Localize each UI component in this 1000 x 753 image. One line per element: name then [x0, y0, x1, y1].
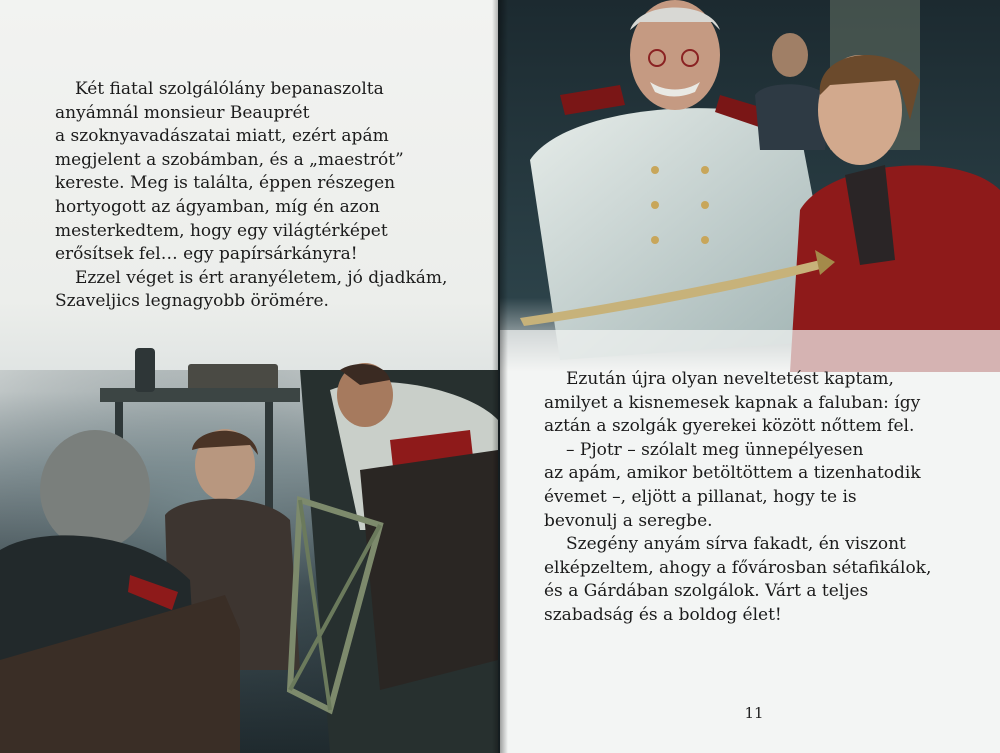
- uniform-button: [651, 236, 659, 244]
- uniform-button: [701, 201, 709, 209]
- text-line: Ezután újra olyan neveltetést kaptam,: [566, 369, 894, 389]
- bedroom-illustration: [0, 330, 498, 753]
- left-page-text: [55, 78, 475, 314]
- text-line: a szoknyavadászatai miatt, ezért apám: [55, 126, 389, 147]
- bottle: [135, 348, 155, 392]
- shelf: [100, 388, 300, 402]
- paragraph: [544, 439, 976, 533]
- uniform-button: [651, 201, 659, 209]
- text-line: bevonulj a seregbe.: [544, 510, 713, 531]
- paragraph: [55, 267, 475, 314]
- uniform-button: [701, 166, 709, 174]
- text-line: az apám, amikor betöltöttem a tizenhatodik: [544, 463, 921, 484]
- father-gives-sword-illustration: [500, 0, 1000, 372]
- text-line: erősítsek fel… egy papírsárkányra!: [55, 244, 358, 265]
- text-line: aztán a szolgák gyerekei között nőttem fel.: [544, 416, 915, 437]
- text-line: amilyet a kisnemesek kapnak a faluban: így: [544, 392, 921, 413]
- text-line: megjelent a szobámban, és a „maestrót”: [55, 149, 404, 170]
- servant-head: [772, 33, 808, 77]
- tutor-coat: [360, 450, 498, 690]
- text-line: Szaveljics legnagyobb örömére.: [55, 291, 329, 312]
- page-number: 11: [744, 704, 764, 722]
- paragraph: [544, 533, 976, 627]
- left-page: [0, 0, 498, 753]
- paragraph: [55, 78, 475, 267]
- text-line: és a Gárdában szolgálok. Várt a teljes: [544, 581, 869, 602]
- text-line: Ezzel véget is ért aranyéletem, jó djadkám,: [75, 267, 448, 288]
- text-line: szabadság és a boldog élet!: [544, 604, 782, 625]
- paragraph: [544, 368, 976, 439]
- text-line: anyámnál monsieur Beauprét: [55, 102, 310, 123]
- uniform-button: [651, 166, 659, 174]
- text-line: évemet –, eljött a pillanat, hogy te is: [544, 486, 857, 507]
- page-fade: [500, 330, 1000, 372]
- text-line: elképzeltem, ahogy a fővárosban sétafikálok,: [544, 557, 932, 578]
- right-page: [500, 0, 1000, 753]
- father-head: [40, 430, 150, 550]
- shelf-leg: [265, 402, 273, 512]
- book-gutter: [492, 0, 508, 753]
- text-line: mesterkedtem, hogy egy világtérképet: [55, 220, 388, 241]
- text-line: kereste. Meg is találta, éppen részegen: [55, 173, 396, 194]
- text-line: hortyogott az ágyamban, míg én azon: [55, 196, 380, 217]
- text-line: Két fiatal szolgálólány bepanaszolta: [75, 79, 384, 99]
- text-line: – Pjotr – szólalt meg ünnepélyesen: [566, 439, 864, 460]
- text-line: Szegény anyám sírva fakadt, én viszont: [566, 534, 906, 555]
- uniform-button: [701, 236, 709, 244]
- right-page-text: [544, 368, 976, 628]
